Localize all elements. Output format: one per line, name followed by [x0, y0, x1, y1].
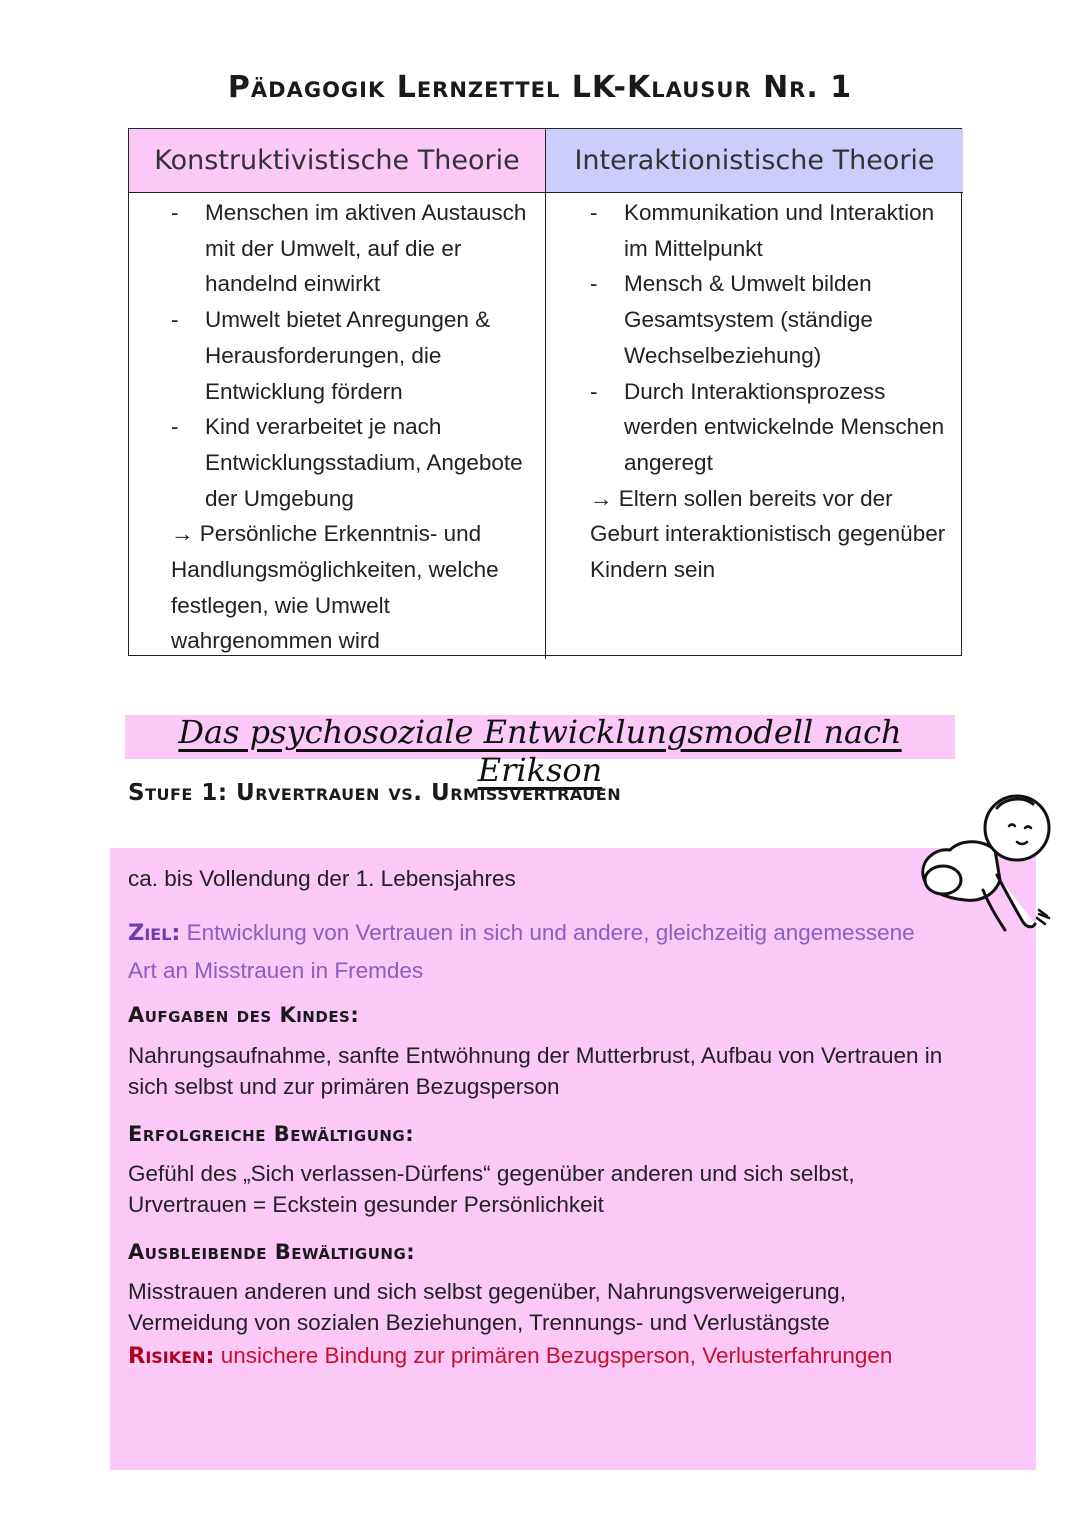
goal-description: Entwicklung von Vertrauen in sich und andere, gleichzeitig angemessene Art an Misstrauen in Fremdes	[128, 920, 915, 983]
list-item: - Durch Interaktionsprozess werden entwickelnde Menschen angeregt	[590, 378, 945, 475]
tasks-text: Nahrungsaufnahme, sanfte Entwöhnung der Mutterbrust, Aufbau von Vertrauen in sich selbst und zur primären Bezugsperson	[128, 1043, 943, 1099]
section-title: Das psychosoziale Entwicklungsmodell nach Erikson	[178, 713, 902, 789]
list-item: - Mensch & Umwelt bilden Gesamtsystem (ständige Wechselbeziehung)	[590, 271, 873, 368]
risks-text	[128, 1343, 892, 1369]
table-cell-konstruktivistisch	[129, 193, 546, 659]
conclusion-note: → Eltern sollen bereits vor der Geburt interaktionistisch gegenüber Kindern sein	[590, 485, 946, 583]
list-item: - Umwelt bietet Anregungen & Herausforderungen, die Entwicklung fördern	[171, 307, 491, 404]
conclusion-note: → Persönliche Erkenntnis- und Handlungsmöglichkeiten, welche festlegen, wie Umwelt wahrgenommen wird	[171, 521, 499, 654]
success-label: Erfolgreiche Bewältigung:	[128, 1122, 415, 1146]
age-range-text: ca. bis Vollendung der 1. Lebensjahres	[128, 866, 516, 891]
failure-text: Misstrauen anderen und sich selbst gegenüber, Nahrungsverweigerung, Vermeidung von sozialen Beziehungen, Trennungs- und Verlustängste	[128, 1279, 846, 1335]
table-cell-interaktionistisch	[546, 193, 963, 659]
failure-label: Ausbleibende Bewältigung:	[128, 1240, 416, 1264]
list-item: - Kommunikation und Interaktion im Mittelpunkt	[590, 200, 935, 261]
risks-description: unsichere Bindung zur primären Bezugsperson, Verlusterfahrungen	[220, 1343, 893, 1368]
risks-label: Risiken:	[128, 1343, 215, 1369]
page-title: Pädagogik Lernzettel LK-Klausur Nr. 1	[227, 70, 853, 105]
success-text: Gefühl des „Sich verlassen-Dürfens“ gegenüber anderen und sich selbst, Urvertrauen = Eckstein gesunder Persönlichkeit	[128, 1161, 855, 1217]
stage-heading: Stufe 1: Urvertrauen vs. Urmissvertrauen	[128, 780, 622, 806]
goal-text	[128, 914, 948, 989]
tasks-label: Aufgaben des Kindes:	[128, 1003, 360, 1027]
theory-comparison-table	[128, 128, 962, 656]
table-header-interaktionistisch: Interaktionistische Theorie	[546, 129, 963, 193]
list-item: - Kind verarbeitet je nach Entwicklungsstadium, Angebote der Umgebung	[171, 414, 523, 511]
goal-label: Ziel:	[128, 920, 181, 946]
list-item: - Menschen im aktiven Austausch mit der Umwelt, auf die er handelnd einwirkt	[171, 200, 527, 297]
table-header-konstruktivistisch: Konstruktivistische Theorie	[129, 129, 546, 193]
